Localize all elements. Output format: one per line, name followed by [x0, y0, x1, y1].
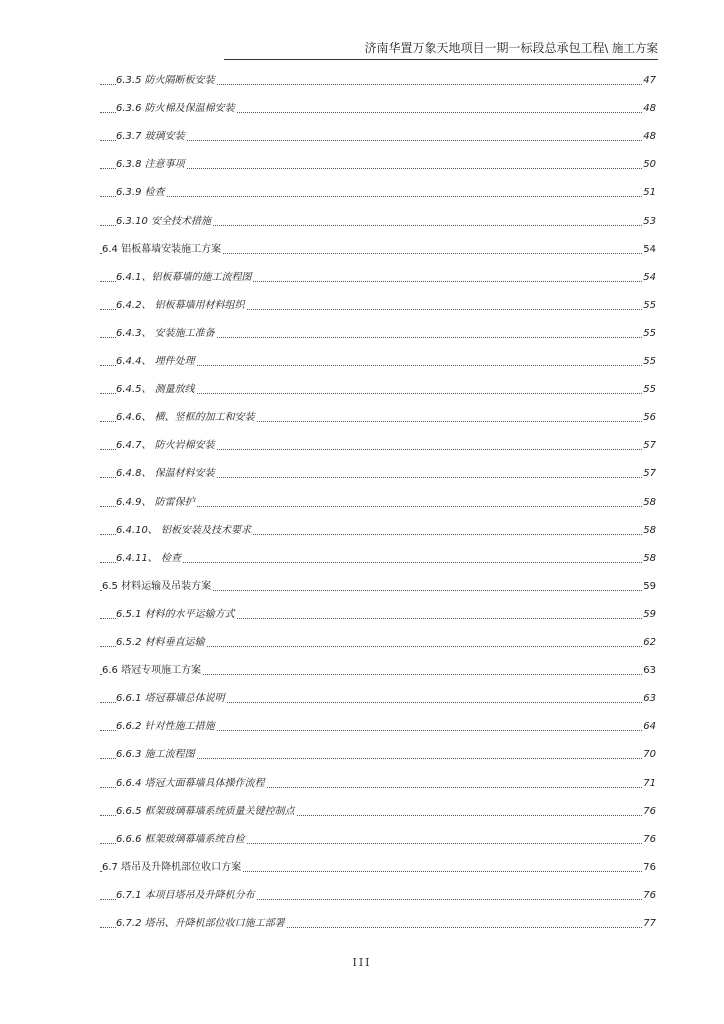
toc-entry-page: 50 [642, 156, 656, 174]
toc-entry[interactable] [0, 269, 724, 287]
toc-entry-page: 54 [642, 269, 656, 287]
toc-entry-page: 64 [642, 718, 656, 736]
toc-entry-title: 6.7.1 本项目塔吊及升降机分布 [116, 887, 256, 905]
toc-entry-page: 54 [642, 241, 656, 259]
toc-entry-page: 55 [642, 353, 656, 371]
toc-entry-title: 6.4.8、 保温材料安装 [116, 465, 216, 483]
toc-entry-page: 58 [642, 550, 656, 568]
toc-entry-page: 58 [642, 494, 656, 512]
toc-entry-title: 6.4.3、 安装施工准备 [116, 325, 216, 343]
toc-entry[interactable] [0, 184, 724, 202]
toc-entry-page: 57 [642, 465, 656, 483]
toc-entry-title: 6.3.5 防火隔断板安装 [116, 72, 216, 90]
toc-entry-page: 62 [642, 634, 656, 652]
toc-entry[interactable] [0, 662, 724, 680]
toc-entry[interactable] [0, 241, 724, 259]
toc-entry-title: 6.4.2、 铝板幕墙用材料组织 [116, 297, 246, 315]
toc-entry[interactable] [0, 353, 724, 371]
toc-entry-page: 47 [642, 72, 656, 90]
toc-entry[interactable] [0, 325, 724, 343]
toc-entry-title: 6.3.8 注意事项 [116, 156, 186, 174]
toc-entry[interactable] [0, 690, 724, 708]
toc-entry-title: 6.4 铝板幕墙安装施工方案 [102, 241, 222, 259]
toc-entry-page: 70 [642, 746, 656, 764]
toc-entry[interactable] [0, 437, 724, 455]
toc-entry[interactable] [0, 128, 724, 146]
toc-entry-title: 6.6.4 塔冠大面幕墙具体操作流程 [116, 775, 266, 793]
toc-entry-page: 57 [642, 437, 656, 455]
toc-entry[interactable] [0, 803, 724, 821]
toc-entry[interactable] [0, 100, 724, 118]
toc-entry-page: 48 [642, 128, 656, 146]
toc-entry[interactable] [0, 409, 724, 427]
toc-entry[interactable] [0, 606, 724, 624]
toc-entry-page: 59 [642, 578, 656, 596]
toc-entry[interactable] [0, 578, 724, 596]
toc-entry-title: 6.3.6 防火棉及保温棉安装 [116, 100, 236, 118]
toc-entry-title: 6.4.6、 横、竖框的加工和安装 [116, 409, 256, 427]
toc-entry-title: 6.5.2 材料垂直运输 [116, 634, 206, 652]
toc-entry-title: 6.4.5、 测量放线 [116, 381, 196, 399]
toc-entry[interactable] [0, 718, 724, 736]
toc-entry-title: 6.3.10 安全技术措施 [116, 213, 212, 231]
header-title: 济南华置万象天地项目一期一标段总承包工程 [364, 41, 605, 55]
toc-entry-page: 76 [642, 831, 656, 849]
toc-entry-title: 6.6.6 框架玻璃幕墙系统自检 [116, 831, 246, 849]
toc-entry[interactable] [0, 72, 724, 90]
toc-entry-title: 6.4.4、 埋件处理 [116, 353, 196, 371]
toc-entry-title: 6.6.5 框架玻璃幕墙系统质量关键控制点 [116, 803, 296, 821]
page-header [224, 38, 658, 60]
toc-entry-page: 59 [642, 606, 656, 624]
toc-entry-page: 76 [642, 803, 656, 821]
toc-entry-title: 6.4.1、铝板幕墙的施工流程图 [116, 269, 252, 287]
toc-entry[interactable] [0, 550, 724, 568]
toc-entry[interactable] [0, 522, 724, 540]
toc-entry-page: 53 [642, 213, 656, 231]
toc-entry-title: 6.6.2 针对性施工措施 [116, 718, 216, 736]
toc-entry-title: 6.4.9、 防雷保护 [116, 494, 196, 512]
toc-entry-title: 6.4.7、 防火岩棉安装 [116, 437, 216, 455]
toc-entry-page: 51 [642, 184, 656, 202]
toc-entry[interactable] [0, 887, 724, 905]
toc-entry-page: 55 [642, 381, 656, 399]
toc-entry-title: 6.6 塔冠专项施工方案 [102, 662, 202, 680]
toc-entry-title: 6.6.3 施工流程图 [116, 746, 196, 764]
toc-entry-page: 55 [642, 325, 656, 343]
toc-entry-page: 63 [642, 662, 656, 680]
toc-entry-title: 6.7 塔吊及升降机部位收口方案 [102, 859, 242, 877]
toc-entry-page: 55 [642, 297, 656, 315]
toc-entry-title: 6.5 材料运输及吊装方案 [102, 578, 212, 596]
toc-entry-title: 6.4.11、 检查 [116, 550, 182, 568]
toc-entry-title: 6.7.2 塔吊、升降机部位收口施工部署 [116, 915, 286, 933]
toc-entry-page: 76 [642, 859, 656, 877]
toc-entry[interactable] [0, 465, 724, 483]
toc-entry[interactable] [0, 297, 724, 315]
toc-entry[interactable] [0, 634, 724, 652]
toc-entry-page: 48 [642, 100, 656, 118]
toc-entry[interactable] [0, 381, 724, 399]
toc-entry[interactable] [0, 915, 724, 933]
toc-entry[interactable] [0, 746, 724, 764]
toc-entry-title: 6.3.7 玻璃安装 [116, 128, 186, 146]
header-subtitle: \ 施工方案 [604, 41, 658, 55]
toc-entry-page: 56 [642, 409, 656, 427]
toc-entry[interactable] [0, 213, 724, 231]
toc-entry-title: 6.4.10、 铝板安装及技术要求 [116, 522, 252, 540]
toc-entry-page: 58 [642, 522, 656, 540]
toc-entry[interactable] [0, 775, 724, 793]
toc-entry[interactable] [0, 494, 724, 512]
toc-entry-title: 6.3.9 检查 [116, 184, 166, 202]
page-number: III [352, 956, 372, 969]
toc-entry-page: 76 [642, 887, 656, 905]
toc-entry[interactable] [0, 859, 724, 877]
toc-entry-page: 77 [642, 915, 656, 933]
toc-entry[interactable] [0, 156, 724, 174]
toc-entry[interactable] [0, 831, 724, 849]
toc-entry-page: 63 [642, 690, 656, 708]
toc-dot-leader [100, 196, 642, 197]
toc-entry-title: 6.5.1 材料的水平运输方式 [116, 606, 236, 624]
toc-entry-page: 71 [642, 775, 656, 793]
toc-entry-title: 6.6.1 塔冠幕墙总体说明 [116, 690, 226, 708]
